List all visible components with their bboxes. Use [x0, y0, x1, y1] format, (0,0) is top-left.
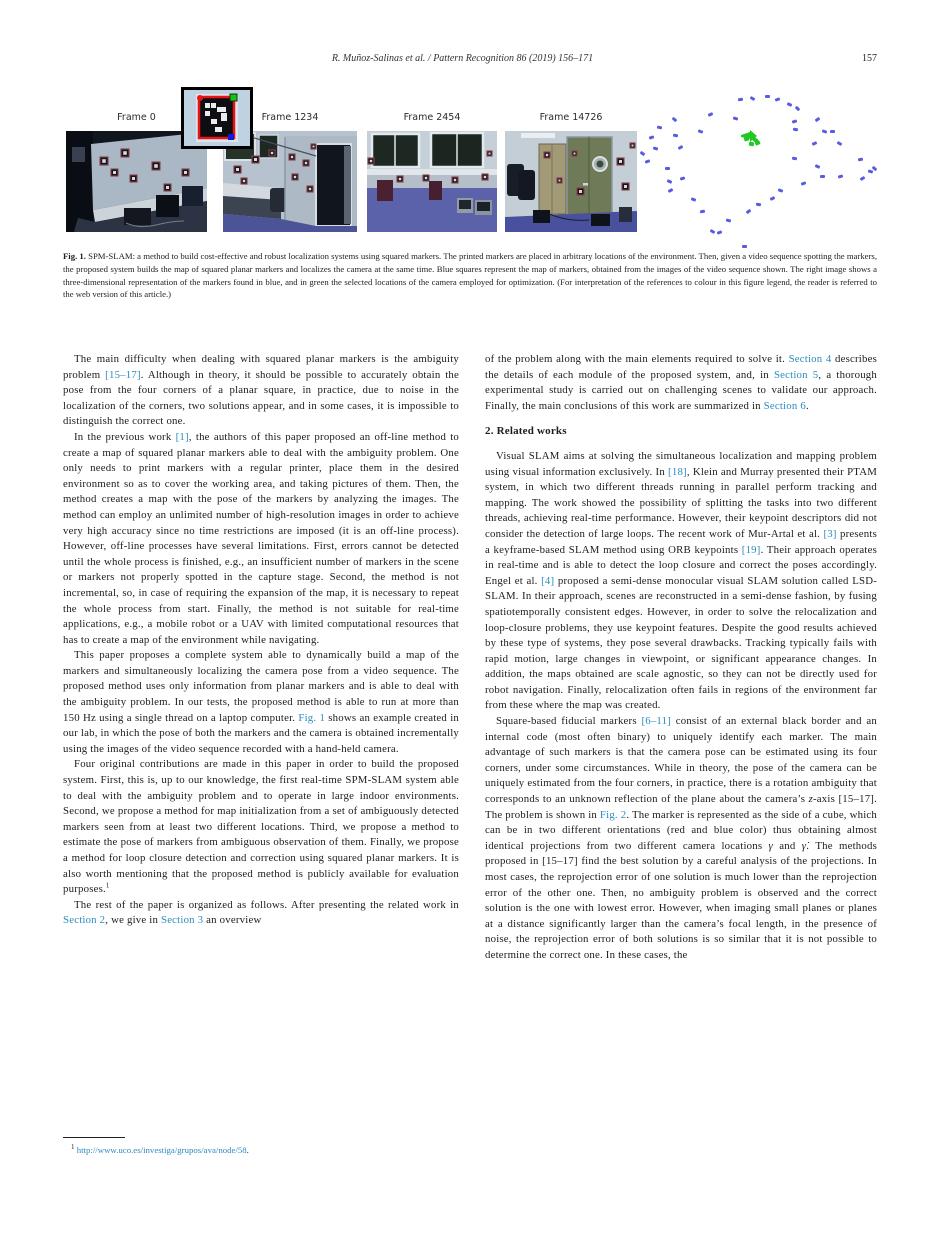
citation-link[interactable]: [3] [823, 527, 837, 540]
map-marker-square [665, 167, 670, 170]
citation-link[interactable]: [4] [541, 574, 555, 587]
corner-dot-green [230, 94, 237, 101]
citation-link[interactable]: Section 5 [773, 368, 819, 381]
map-3d [637, 86, 885, 252]
footnote-reference[interactable]: 1 [105, 881, 110, 890]
frame-2454-photo-art [367, 131, 497, 232]
paragraph [485, 352, 877, 414]
map-marker-square [756, 203, 761, 207]
camera-marks [637, 86, 885, 252]
text-run: . The methods proposed in [15–17] find the best solution by a careful analysis of the projections. In most cases, the reprojection error of one solution is much lower than the reprojection error of the other one. Then, no ambiguity problem is observed and the correct solution is the one with lowest error. However, when imaging small planes or planes at a distance significantly larger than the camera’s focal length, in the presence of noise, the reprojection error of both solutions is so similar that it is not possible to determine the correct one. In these cases, the [485, 839, 877, 961]
text-run: Fig. 1. [63, 251, 86, 261]
text-run: , we give in [105, 914, 161, 927]
frame-14726-photo-art [505, 131, 637, 232]
map-marker-square [830, 130, 835, 133]
camera-location-mark [748, 141, 754, 145]
text-run: . [246, 1145, 249, 1155]
text-run: presents a keyframe-based SLAM method using ORB keypoints [485, 527, 877, 556]
text-run: -axis [15–17]. The problem is shown in [485, 793, 877, 821]
text-run: shows an example created in our lab, in which the pose of both the markers and the camera is obtained incrementally using the images of the video sequence recorded with a hand-held camera. [63, 711, 459, 755]
camera-location-mark [748, 135, 753, 139]
citation-link[interactable]: [15–17] [105, 368, 141, 381]
paragraph [63, 898, 459, 929]
paragraph [63, 352, 459, 430]
citation-link[interactable]: Section 6 [763, 399, 806, 412]
text-run: and [772, 839, 802, 852]
paragraph [63, 648, 459, 757]
frame-2454-photo [367, 131, 497, 232]
footnote [63, 1137, 459, 1155]
text-run: , Klein and Murray presented their PTAM system, in which two different threads running in parallel perform tracking and mapping. The work showed the possibility of splitting the tasks into two different threads, achieving real-time performance. However, their keypoint descriptors did not consider the detection of large loops. The recent work of Mur-Artal et al. [485, 465, 877, 540]
text-run: of the problem along with the main elements required to solve it. [485, 353, 789, 365]
footnote-divider [63, 1137, 125, 1138]
figure-caption [63, 250, 877, 301]
page-number: 157 [862, 53, 877, 64]
map-marker-square [657, 125, 663, 129]
text-run: The rest of the paper is organized as follows. After presenting the related work in [74, 898, 459, 911]
citation-link[interactable]: Fig. 2 [599, 808, 627, 821]
left-column [63, 352, 459, 964]
section-heading-related-works: 2. Related works [485, 425, 567, 438]
map-marker-square [793, 128, 798, 132]
map-marker-square [726, 218, 732, 222]
paragraph [63, 430, 459, 648]
text-run: describes the details of each module of the proposed system, and, in [485, 353, 877, 381]
citation-link[interactable]: http://www.uco.es/investiga/grupos/ava/node/58 [76, 1145, 247, 1155]
text-run: SPM-SLAM: a method to build cost-effective and robust localization systems using squared markers. The printed markers are placed in arbitrary locations of the environment. Then, given a video sequence spotting the markers, the proposed system builds the map of squared planar markers and localizes the camera at the same time. Blue squares represent the map of markers, obtained from the images of the video sequence shown. The right image shows a three-dimensional representation of the markers found in blue, and in green the selected locations of the camera employed for optimization. (For interpretation of the references to colour in this figure legend, the reader is referred to the web version of this article.) [63, 251, 877, 300]
citation-link[interactable]: [19] [741, 543, 761, 556]
running-header: R. Muñoz-Salinas et al. / Pattern Recognition 86 (2019) 156–171 [331, 53, 594, 64]
map-marker-square [765, 95, 770, 98]
frame-2454-label: Frame 2454 [403, 112, 461, 123]
frame-14726-label: Frame 14726 [539, 112, 603, 123]
corner-dot-blue [228, 134, 234, 140]
text-run: The main difficulty when dealing with squared planar markers is the ambiguity problem [63, 353, 459, 381]
body-columns [63, 352, 877, 964]
map-marker-square [673, 134, 678, 138]
text-run: Visual SLAM aims at solving the simultaneous localization and mapping problem using visual information exclusively. In [485, 449, 877, 478]
paragraph [63, 757, 459, 897]
frame-14726-photo [505, 131, 637, 232]
footnote-text [63, 1145, 459, 1155]
frame-1234-label: Frame 1234 [261, 112, 319, 123]
text-run: an overview [203, 914, 262, 927]
right-column [485, 352, 877, 964]
paragraph [485, 714, 877, 964]
text-run: Four original contributions are made in this paper in order to build the proposed system. First, this is, up to our knowledge, the first real-time SPM-SLAM system able to deal with the ambiguity problem and to operate in large indoor environments. Second, we propose a method for map initialization from a set of ambiguously detected markers seen from at least two different locations. Third, we propose a method to estimate the pose of markers from ambiguous observation of them. Finally, we propose a method for loop closure detection and correction using squared planar markers. It is also worth mentioning that the proposed method is publicly available for evaluation purposes. [63, 758, 459, 896]
citation-link[interactable]: [1] [175, 430, 189, 443]
citation-link[interactable]: [6–11] [641, 715, 672, 728]
paragraph [485, 449, 877, 714]
camera-location-mark [754, 140, 760, 145]
text-run: . [805, 399, 809, 412]
text-run: . Their approach operates in real-time and is able to detect the loop closure and correct the poses accordingly. Engel et al. [485, 543, 877, 587]
text-run: consist of an external black border and an internal code (most often binary) to uniquely identify each marker. The main advantage of such markers is that the camera pose can be estimated using its four corners, under some circumstances. While in theory, the pose of the camera can be uniquely estimated from the four corners, in practice, there is a rotation ambiguity that corresponds to an unknown reflection of the plane about the camera’s [485, 715, 877, 806]
citation-link[interactable]: Section 4 [788, 353, 832, 365]
corner-dot-red [197, 95, 203, 101]
text-run: Square-based fiducial markers [496, 715, 642, 728]
footnote-reference[interactable]: 1 [71, 1143, 75, 1152]
text-run: . The marker is represented as the side of a cube, which can be in two different orientations (red and blue color) thus obtaining almost identical projections from two different camera locations [485, 808, 878, 852]
text-run: γ̇ [801, 839, 807, 852]
text-run: This paper proposes a complete system able to dynamically build a map of the markers and simultaneously localizing the camera pose from a video sequence. The proposed method uses only information from planar markers and is able to deal with the ambiguity problem. In our tests, the proposed method is able to run at more than 150 Hz using a single thread on a laptop computer. [63, 649, 459, 724]
marker-inset-art [184, 90, 250, 146]
citation-link[interactable]: Section 2 [63, 914, 106, 927]
text-run: In the previous work [74, 430, 176, 443]
citation-link[interactable]: Fig. 1 [298, 711, 326, 724]
map-marker-square [820, 175, 825, 178]
text-run: . Although in theory, it should be possible to accurately obtain the pose from the four corners of a planar square, in practice, due to noise in the localization of the corners, two solutions appear, and in some cases, it is impossible to distinguish the correct one. [63, 368, 459, 428]
map-marker-square [653, 146, 659, 150]
text-run: , a thorough experimental study is carried out on challenging scenes to validate our approach. Finally, the main conclusions of this work are summarized in [485, 368, 877, 412]
text-run: z [808, 793, 814, 806]
text-run: , the authors of this paper proposed an off-line method to create a map of squared planar markers able to deal with the ambiguity problem. One only needs to print markers with a regular printer, place them in the desired environment so as to cover the working area, and taking pictures of them. Then, the method creates a map with the pose of the markers by analyzing the images. The method can employ an unlimited number of high-resolution images in order to achieve very high accuracy since no time restrictions are imposed (it is an off-line process). However, off-line processes have several limitations. First, errors cannot be detected until the whole process is finished, e.g., an insufficient number of markers in the scene or markers not properly spotted in the capture stage. Second, the method is not incremental, so, in case of requiring the expansion of the map, it is necessary to repeat the whole process from start. Finally, the method is not suitable for real-time applications, e.g., a mobile robot or a UAV with limited computational resources that has to create a map of the environment while navigating. [63, 430, 459, 646]
marker-detection-inset [181, 87, 253, 149]
citation-link[interactable]: [18] [668, 465, 687, 478]
text-run: γ [768, 839, 773, 852]
frame-0-label: Frame 0 [117, 112, 156, 123]
map-marker-square [742, 245, 747, 248]
text-run: proposed a semi-dense monocular visual SLAM solution called LSD-SLAM. In their approach, scenes are reconstructed in a semi-dense fashion, by fusing spatiotemporally consistent edges. However, in order to solve the relocalization and loop-closure problems, they use keypoint features. Despite the good results achieved by these type of systems, they pose several drawbacks. Tracking typically fails with rapid motion, large changes in viewpoint, or significant appearance changes. In addition, the maps obtained are scale agnostic, so they can not be directly used for robot navigation. Finally, relocalization often fails in regions of the environment far from these where the map was created. [485, 574, 877, 712]
citation-link[interactable]: Section 3 [160, 914, 204, 927]
